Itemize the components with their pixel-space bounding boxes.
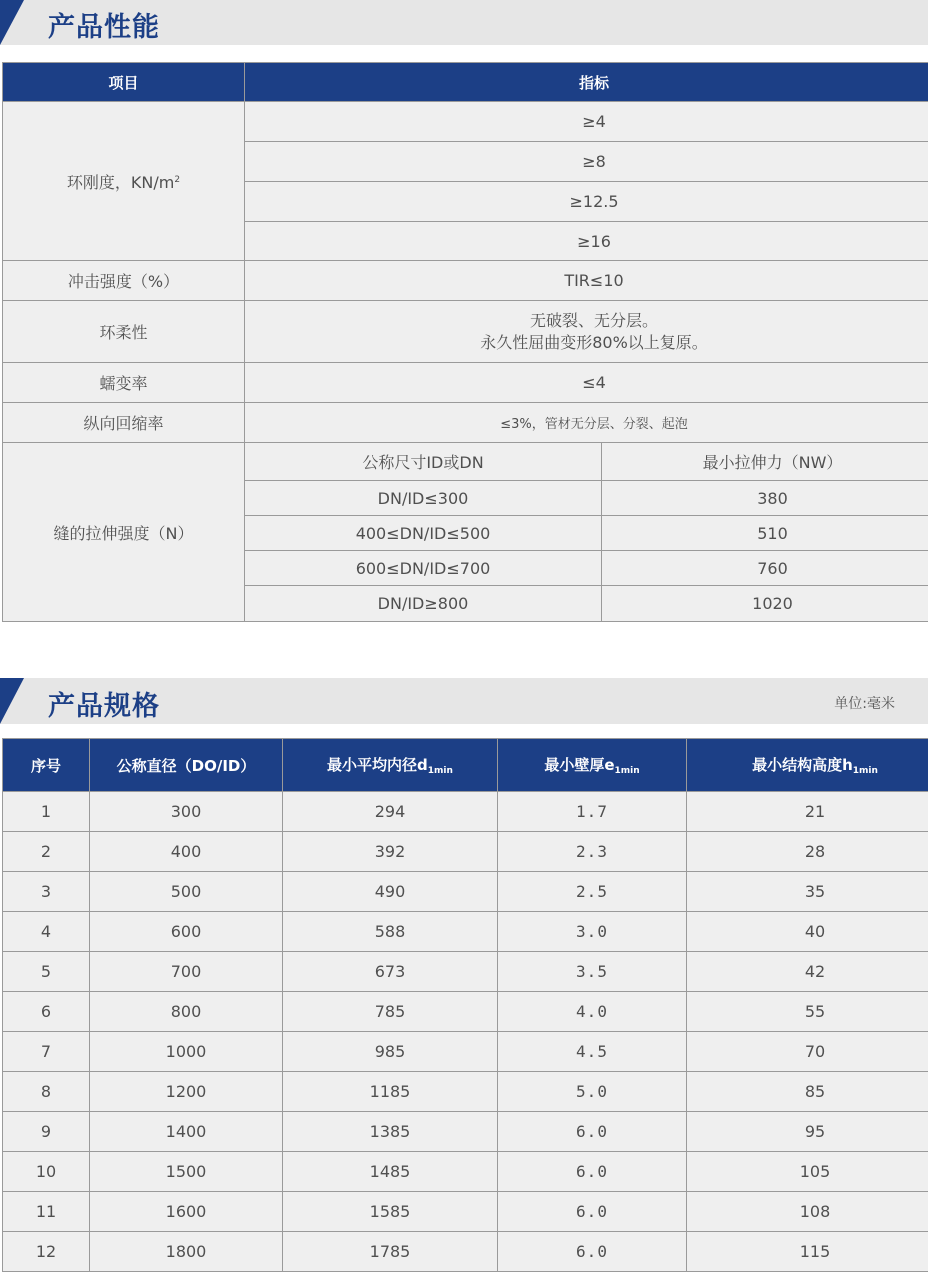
row-height: 70 xyxy=(687,1032,928,1072)
ring-stiffness-value: ≥4 xyxy=(245,102,928,142)
row-nominal: 800 xyxy=(90,992,283,1032)
seam-force: 760 xyxy=(602,551,928,586)
row-height: 28 xyxy=(687,832,928,872)
table-row xyxy=(3,992,928,1032)
row-wall: 6.0 xyxy=(498,1192,687,1232)
table-row xyxy=(3,301,928,363)
table-row xyxy=(3,403,928,443)
row-wall: 2.3 xyxy=(498,832,687,872)
row-inner: 490 xyxy=(283,872,498,912)
row-no: 11 xyxy=(3,1192,90,1232)
row-wall: 6.0 xyxy=(498,1112,687,1152)
row-wall: 6.0 xyxy=(498,1152,687,1192)
specs-body xyxy=(3,792,928,1272)
row-inner: 1185 xyxy=(283,1072,498,1112)
table-row xyxy=(3,1032,928,1072)
shrink-label: 纵向回缩率 xyxy=(3,403,245,443)
impact-label: 冲击强度（%） xyxy=(3,261,245,301)
row-height: 105 xyxy=(687,1152,928,1192)
specs-title: 产品规格 xyxy=(48,691,160,722)
row-inner: 392 xyxy=(283,832,498,872)
seam-size: DN/ID≤300 xyxy=(245,481,602,516)
row-wall: 4.5 xyxy=(498,1032,687,1072)
performance-section-header xyxy=(0,0,928,45)
seam-label: 缝的拉伸强度（N） xyxy=(3,443,245,622)
table-row xyxy=(3,363,928,403)
row-no: 10 xyxy=(3,1152,90,1192)
row-nominal: 1400 xyxy=(90,1112,283,1152)
table-row xyxy=(3,1152,928,1192)
seam-size-header: 公称尺寸ID或DN xyxy=(245,443,602,481)
ring-stiffness-value: ≥12.5 xyxy=(245,182,928,222)
row-wall: 1.7 xyxy=(498,792,687,832)
header-triangle-icon xyxy=(0,0,24,45)
col-value-header: 指标 xyxy=(245,63,928,102)
table-row xyxy=(3,1192,928,1232)
row-inner: 1485 xyxy=(283,1152,498,1192)
seam-force: 380 xyxy=(602,481,928,516)
specs-section-header xyxy=(0,678,928,724)
ring-stiffness-value: ≥8 xyxy=(245,142,928,182)
col-item-header: 项目 xyxy=(3,63,245,102)
table-row xyxy=(3,952,928,992)
table-row xyxy=(3,261,928,301)
row-no: 1 xyxy=(3,792,90,832)
performance-table xyxy=(2,62,928,622)
row-height: 42 xyxy=(687,952,928,992)
creep-label: 蠕变率 xyxy=(3,363,245,403)
ring-stiffness-label: 环刚度，$KN/m^2$ xyxy=(3,102,245,261)
row-height: 55 xyxy=(687,992,928,1032)
row-wall: 4.0 xyxy=(498,992,687,1032)
row-inner: 1385 xyxy=(283,1112,498,1152)
row-wall: 3.0 xyxy=(498,912,687,952)
col-inner-header: 最小平均内径$d_{1min}$ xyxy=(283,739,498,792)
impact-value: TIR≤10 xyxy=(245,261,928,301)
seam-force-header: 最小拉伸力（NW） xyxy=(602,443,928,481)
seam-size: DN/ID≥800 xyxy=(245,586,602,622)
row-nominal: 1000 xyxy=(90,1032,283,1072)
row-no: 5 xyxy=(3,952,90,992)
row-nominal: 1200 xyxy=(90,1072,283,1112)
row-nominal: 300 xyxy=(90,792,283,832)
row-wall: 5.0 xyxy=(498,1072,687,1112)
col-wall-header: 最小壁厚$e_{1min}$ xyxy=(498,739,687,792)
seam-size: 600≤DN/ID≤700 xyxy=(245,551,602,586)
row-height: 40 xyxy=(687,912,928,952)
creep-value: ≤4 xyxy=(245,363,928,403)
row-no: 7 xyxy=(3,1032,90,1072)
row-nominal: 500 xyxy=(90,872,283,912)
table-row xyxy=(3,1112,928,1152)
row-wall: 3.5 xyxy=(498,952,687,992)
row-nominal: 400 xyxy=(90,832,283,872)
table-row xyxy=(3,832,928,872)
specs-header-row xyxy=(3,739,928,792)
row-no: 2 xyxy=(3,832,90,872)
ring-stiffness-value: ≥16 xyxy=(245,222,928,261)
col-no-header: 序号 xyxy=(3,739,90,792)
table-row xyxy=(3,912,928,952)
row-height: 85 xyxy=(687,1072,928,1112)
specs-table xyxy=(2,738,928,1272)
row-no: 8 xyxy=(3,1072,90,1112)
performance-header-row xyxy=(3,63,928,102)
row-nominal: 1800 xyxy=(90,1232,283,1272)
unit-label: 单位:毫米 xyxy=(834,696,895,712)
header-triangle-icon xyxy=(0,678,24,724)
table-row xyxy=(3,1072,928,1112)
row-inner: 1585 xyxy=(283,1192,498,1232)
row-no: 6 xyxy=(3,992,90,1032)
row-inner: 1785 xyxy=(283,1232,498,1272)
row-no: 12 xyxy=(3,1232,90,1272)
row-height: 108 xyxy=(687,1192,928,1232)
row-no: 9 xyxy=(3,1112,90,1152)
table-row xyxy=(3,102,928,142)
row-inner: 294 xyxy=(283,792,498,832)
row-nominal: 1600 xyxy=(90,1192,283,1232)
seam-force: 1020 xyxy=(602,586,928,622)
row-wall: 6.0 xyxy=(498,1232,687,1272)
table-row xyxy=(3,872,928,912)
row-wall: 2.5 xyxy=(498,872,687,912)
row-no: 3 xyxy=(3,872,90,912)
flex-line-1: 无破裂、无分层。 xyxy=(530,310,659,330)
seam-force: 510 xyxy=(602,516,928,551)
row-height: 35 xyxy=(687,872,928,912)
shrink-value: ≤3%，管材无分层、分裂、起泡 xyxy=(245,403,928,443)
row-inner: 673 xyxy=(283,952,498,992)
col-nominal-header: 公称直径（DO/ID） xyxy=(90,739,283,792)
flex-label: 环柔性 xyxy=(3,301,245,363)
row-inner: 588 xyxy=(283,912,498,952)
row-inner: 785 xyxy=(283,992,498,1032)
col-height-header: 最小结构高度$h_{1min}$ xyxy=(687,739,928,792)
row-height: 21 xyxy=(687,792,928,832)
row-height: 115 xyxy=(687,1232,928,1272)
flex-value xyxy=(245,301,928,363)
row-nominal: 1500 xyxy=(90,1152,283,1192)
row-height: 95 xyxy=(687,1112,928,1152)
seam-size: 400≤DN/ID≤500 xyxy=(245,516,602,551)
performance-title: 产品性能 xyxy=(48,12,160,43)
row-no: 4 xyxy=(3,912,90,952)
flex-line-2: 永久性屈曲变形80%以上复原。 xyxy=(480,332,708,352)
row-inner: 985 xyxy=(283,1032,498,1072)
table-row xyxy=(3,443,928,481)
table-row xyxy=(3,792,928,832)
row-nominal: 700 xyxy=(90,952,283,992)
row-nominal: 600 xyxy=(90,912,283,952)
table-row xyxy=(3,1232,928,1272)
